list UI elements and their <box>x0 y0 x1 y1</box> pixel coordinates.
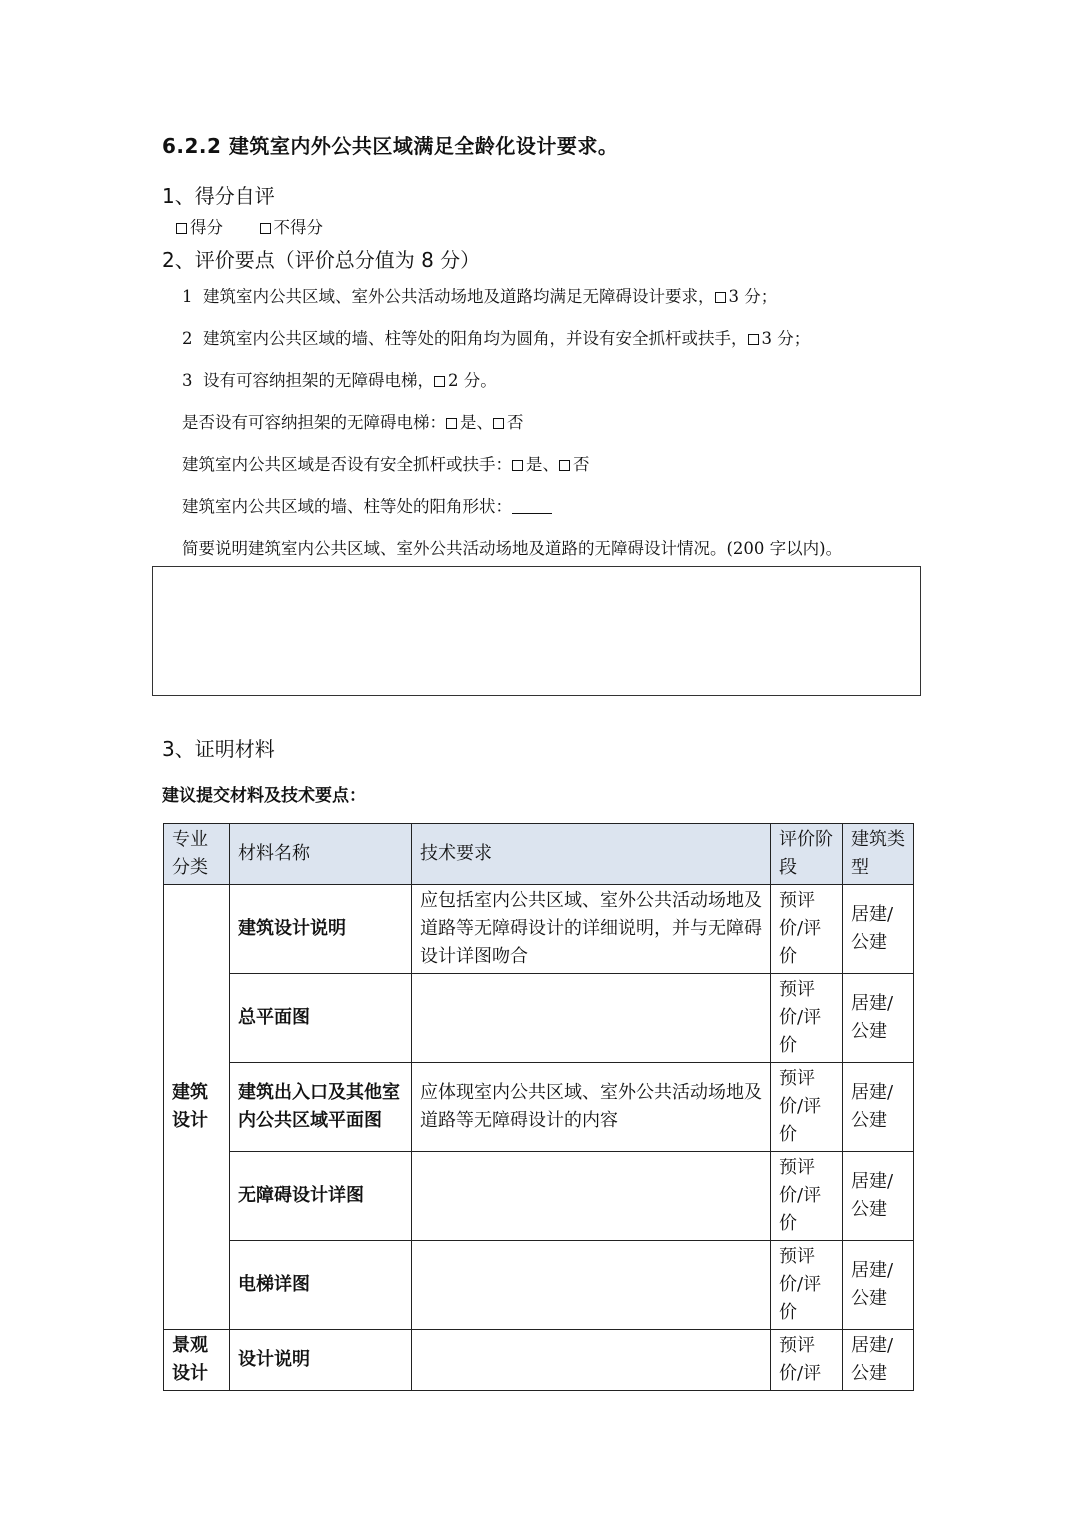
question-description-prompt: 简要说明建筑室内公共区域、室外公共活动场地及道路的无障碍设计情况。(200 字以内)。 <box>182 539 843 558</box>
yes-checkbox[interactable] <box>446 418 457 429</box>
header-category: 专业分类 <box>164 824 230 885</box>
eval-item-score: 2 分。 <box>448 371 497 390</box>
eval-item-checkbox[interactable] <box>715 292 726 303</box>
no-label: 否 <box>573 455 590 474</box>
header-tech-requirements: 技术要求 <box>412 824 771 885</box>
question-text: 是否设有可容纳担架的无障碍电梯： <box>182 413 446 432</box>
eval-item-3 <box>182 367 497 391</box>
category-cell: 建筑设计 <box>164 885 230 1330</box>
type-cell: 居建/公建 <box>843 885 914 974</box>
stage-cell: 预评价/评价 <box>771 1063 843 1152</box>
table-row <box>164 1152 914 1241</box>
materials-table <box>163 823 914 1391</box>
stage-cell: 预评价/评 <box>771 1330 843 1391</box>
evidence-subheading: 建议提交材料及技术要点： <box>162 786 366 806</box>
stage-cell: 预评价/评价 <box>771 1152 843 1241</box>
table-row <box>164 885 914 974</box>
table-header-row <box>164 824 914 885</box>
description-text-box[interactable] <box>152 566 921 696</box>
eval-item-number: 3 <box>182 371 193 390</box>
stage-cell: 预评价/评价 <box>771 885 843 974</box>
no-label: 否 <box>507 413 524 432</box>
requirement-cell <box>412 1152 771 1241</box>
section-title: 6.2.2 建筑室内外公共区域满足全龄化设计要求。 <box>162 134 619 158</box>
stage-cell: 预评价/评价 <box>771 974 843 1063</box>
table-row <box>164 1241 914 1330</box>
requirement-cell <box>412 1241 771 1330</box>
type-cell: 居建/公建 <box>843 1241 914 1330</box>
material-name-cell: 建筑设计说明 <box>230 885 412 974</box>
type-cell: 居建/公建 <box>843 1152 914 1241</box>
material-name-cell: 设计说明 <box>230 1330 412 1391</box>
corner-shape-blank[interactable] <box>512 499 552 514</box>
no-score-option-label: 不得分 <box>273 218 323 237</box>
table-row <box>164 1330 914 1391</box>
material-name-cell: 建筑出入口及其他室内公共区域平面图 <box>230 1063 412 1152</box>
type-cell: 居建/公建 <box>843 1063 914 1152</box>
self-eval-heading: 1、得分自评 <box>162 184 275 208</box>
yes-checkbox[interactable] <box>512 460 523 471</box>
score-option-label: 得分 <box>190 218 223 237</box>
type-cell: 居建/公建 <box>843 1330 914 1391</box>
self-eval-options <box>176 214 323 238</box>
question-corner-shape <box>182 493 552 517</box>
header-material-name: 材料名称 <box>230 824 412 885</box>
no-checkbox[interactable] <box>493 418 504 429</box>
question-stretcher-elevator <box>182 409 524 433</box>
eval-item-number: 2 <box>182 329 193 348</box>
score-checkbox[interactable] <box>176 223 187 234</box>
question-text: 建筑室内公共区域是否设有安全抓杆或扶手： <box>182 455 512 474</box>
table-row <box>164 1063 914 1152</box>
material-name-cell: 无障碍设计详图 <box>230 1152 412 1241</box>
evidence-heading: 3、证明材料 <box>162 737 275 761</box>
eval-item-text: 建筑室内公共区域、室外公共活动场地及道路均满足无障碍设计要求， <box>203 287 715 306</box>
type-cell: 居建/公建 <box>843 974 914 1063</box>
requirement-cell: 应包括室内公共区域、室外公共活动场地及道路等无障碍设计的详细说明，并与无障碍设计详图吻合 <box>412 885 771 974</box>
eval-item-checkbox[interactable] <box>434 376 445 387</box>
eval-item-checkbox[interactable] <box>748 334 759 345</box>
eval-item-number: 1 <box>182 287 193 306</box>
eval-points-heading: 2、评价要点（评价总分值为 8 分） <box>162 248 481 272</box>
table-row <box>164 974 914 1063</box>
eval-item-score: 3 分； <box>761 329 811 348</box>
category-cell: 景观设计 <box>164 1330 230 1391</box>
eval-item-2 <box>182 325 810 349</box>
question-grab-bar <box>182 451 590 475</box>
eval-item-score: 3 分； <box>728 287 778 306</box>
requirement-cell: 应体现室内公共区域、室外公共活动场地及道路等无障碍设计的内容 <box>412 1063 771 1152</box>
header-building-type: 建筑类型 <box>843 824 914 885</box>
yes-label: 是、 <box>460 413 493 432</box>
question-text: 建筑室内公共区域的墙、柱等处的阳角形状： <box>182 497 512 516</box>
requirement-cell <box>412 974 771 1063</box>
material-name-cell: 总平面图 <box>230 974 412 1063</box>
header-eval-stage: 评价阶段 <box>771 824 843 885</box>
no-score-checkbox[interactable] <box>260 223 271 234</box>
eval-item-text: 设有可容纳担架的无障碍电梯， <box>203 371 434 390</box>
material-name-cell: 电梯详图 <box>230 1241 412 1330</box>
eval-item-text: 建筑室内公共区域的墙、柱等处的阳角均为圆角，并设有安全抓杆或扶手， <box>203 329 748 348</box>
eval-item-1 <box>182 283 777 307</box>
requirement-cell <box>412 1330 771 1391</box>
no-checkbox[interactable] <box>559 460 570 471</box>
stage-cell: 预评价/评价 <box>771 1241 843 1330</box>
yes-label: 是、 <box>526 455 559 474</box>
